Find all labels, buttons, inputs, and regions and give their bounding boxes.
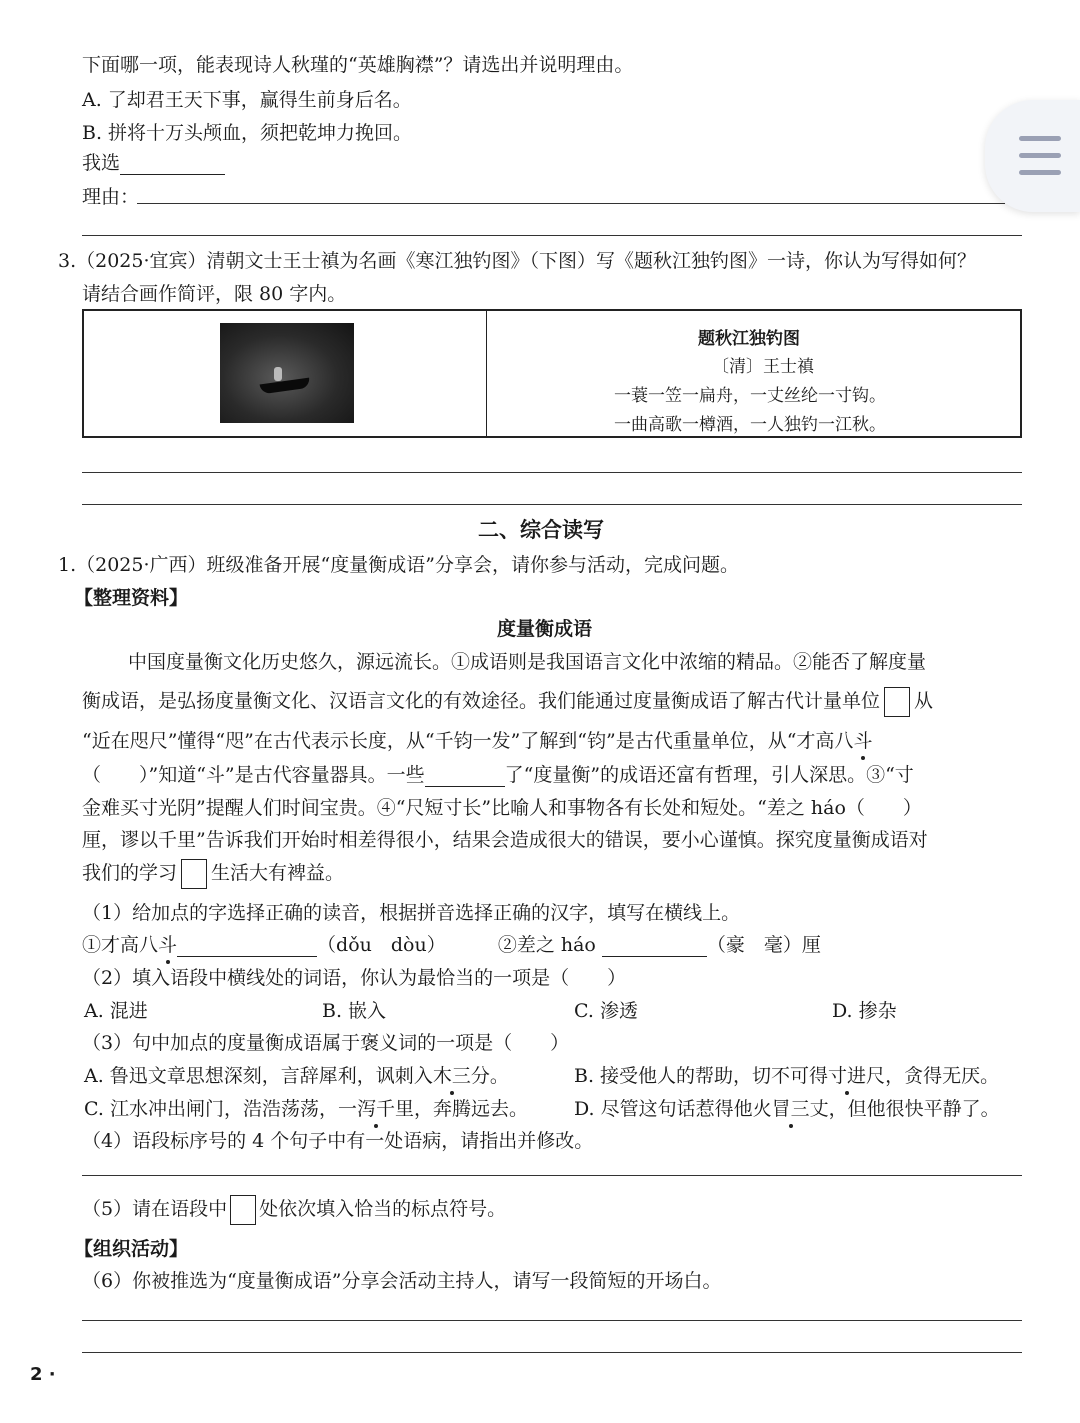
blank-box-example bbox=[230, 1195, 256, 1225]
passage-line-7: 我们的学习 生活大有裨益。 bbox=[82, 858, 344, 889]
s3-option-c: C. 江水冲出闸门，浩浩荡荡，一泻千里，奔腾远去。 bbox=[84, 1094, 528, 1121]
s2-option-d: D. 掺杂 bbox=[832, 1000, 897, 1022]
answer-line-1b[interactable] bbox=[602, 936, 707, 957]
s3-option-b: B. 接受他人的帮助，切不可得寸进尺，贪得无厌。 bbox=[574, 1061, 999, 1088]
reason-answer-line-2[interactable] bbox=[82, 235, 1022, 236]
choose-answer-line[interactable] bbox=[120, 154, 225, 175]
passage-line-2: 衡成语，是弘扬度量衡文化、汉语言文化的有效途径。我们能通过度量衡成语了解古代计量单位 从 bbox=[82, 686, 933, 717]
reason-answer-line[interactable] bbox=[137, 203, 1005, 204]
q3-answer-line-1[interactable] bbox=[82, 472, 1022, 473]
answer-line-1a[interactable] bbox=[177, 936, 317, 957]
passage-line-5: 金难买寸光阴”提醒人们时间宝贵。④“尺短寸长”比喻人和事物各有长处和短处。“差之 háo（ ） bbox=[82, 797, 922, 819]
poem-table bbox=[82, 309, 1022, 438]
blank-box-2[interactable] bbox=[181, 859, 207, 889]
dotted-char: 斗 bbox=[853, 726, 872, 753]
sub-q1-prompt: （1）给加点的字选择正确的读音，根据拼音选择正确的汉字，填写在横线上。 bbox=[82, 902, 741, 924]
sub-q4-prompt: （4）语段标序号的 4 个句子中有一处语病，请指出并修改。 bbox=[82, 1130, 594, 1152]
passage-blank[interactable] bbox=[425, 766, 505, 787]
s2-option-a: A. 混进 bbox=[84, 1000, 148, 1022]
q2-reason-label: 理由： bbox=[82, 186, 140, 208]
sub-q2-prompt: （2）填入语段中横线处的词语，你认为最恰当的一项是（ ） bbox=[82, 967, 627, 989]
passage-line-1: 中国度量衡文化历史悠久，源远流长。①成语则是我国语言文化中浓缩的精品。②能否了解度量 bbox=[128, 651, 927, 673]
page-number: 2 · bbox=[30, 1364, 56, 1385]
s2-option-b: B. 嵌入 bbox=[322, 1000, 387, 1022]
sub-q6-answer-line-2[interactable] bbox=[82, 1352, 1022, 1353]
passage-line-6: 厘，谬以千里”告诉我们开始时相差得很小，结果会造成很大的错误，要小心谨慎。探究度量衡成语对 bbox=[82, 829, 928, 851]
q2-question: 下面哪一项，能表现诗人秋瑾的“英雄胸襟”？请选出并说明理由。 bbox=[82, 54, 634, 76]
sub-q6-prompt: （6）你被推选为“度量衡成语”分享会活动主持人，请写一段简短的开场白。 bbox=[82, 1270, 722, 1292]
hamburger-menu-icon[interactable] bbox=[985, 100, 1080, 212]
s3-option-d: D. 尽管这句话惹得他火冒三丈，但他很快平静了。 bbox=[574, 1094, 1000, 1121]
s2-q1-stem: 1.（2025·广西）班级准备开展“度量衡成语”分享会，请你参与活动，完成问题。 bbox=[58, 554, 739, 576]
poem-line-1: 一蓑一笠一扁舟，一丈丝纶一寸钩。 bbox=[614, 386, 886, 406]
activity-label: 【组织活动】 bbox=[74, 1238, 189, 1260]
sub-q4-answer-line[interactable] bbox=[82, 1175, 1022, 1176]
organize-label: 【整理资料】 bbox=[74, 587, 189, 609]
poem-title: 题秋江独钓图 bbox=[698, 329, 800, 349]
q2-option-b: B. 拼将十万头颅血，须把乾坤力挽回。 bbox=[82, 122, 413, 144]
s2-option-c: C. 渗透 bbox=[574, 1000, 638, 1022]
fishing-painting-icon bbox=[220, 323, 354, 423]
sub-q5-prompt: （5）请在语段中 处依次填入恰当的标点符号。 bbox=[82, 1194, 506, 1225]
section-heading: 二、综合读写 bbox=[478, 518, 604, 542]
sub-q3-prompt: （3）句中加点的度量衡成语属于褒义词的一项是（ ） bbox=[82, 1032, 570, 1054]
q3-stem-line2: 请结合画作简评，限 80 字内。 bbox=[82, 283, 347, 305]
passage-line-3: “近在咫尺”懂得“咫”在古代表示长度，从“千钧一发”了解到“钧”是古代重量单位，从“才高八斗 bbox=[82, 726, 872, 753]
q3-answer-line-2[interactable] bbox=[82, 504, 1022, 505]
passage-title: 度量衡成语 bbox=[497, 618, 593, 640]
s3-option-a: A. 鲁迅文章思想深刻，言辞犀利，讽刺入木三分。 bbox=[84, 1061, 509, 1088]
q2-option-a: A. 了却君王天下事，赢得生前身后名。 bbox=[82, 89, 412, 111]
sub-q6-answer-line-1[interactable] bbox=[82, 1320, 1022, 1321]
choose-label: 我选 bbox=[82, 152, 121, 174]
q3-stem-line1: 3.（2025·宜宾）清朝文士王士禛为名画《寒江独钓图》（下图）写《题秋江独钓图》一诗，你认为写得如何？ bbox=[58, 250, 977, 272]
q2-choose-row bbox=[82, 148, 225, 175]
poem-author: 〔清〕王士禛 bbox=[712, 357, 814, 377]
blank-box-1[interactable] bbox=[884, 687, 910, 717]
passage-line-4: （ ）”知道“斗”是古代容量器具。一些 了“度量衡”的成语还富有哲理，引人深思。③“寸 bbox=[82, 764, 914, 786]
poem-line-2: 一曲高歌一樽酒，一人独钓一江秋。 bbox=[614, 415, 886, 435]
sub-q1-row: ①才高八斗 （dǒu dòu） ②差之 háo （豪 毫）厘 bbox=[82, 930, 821, 957]
